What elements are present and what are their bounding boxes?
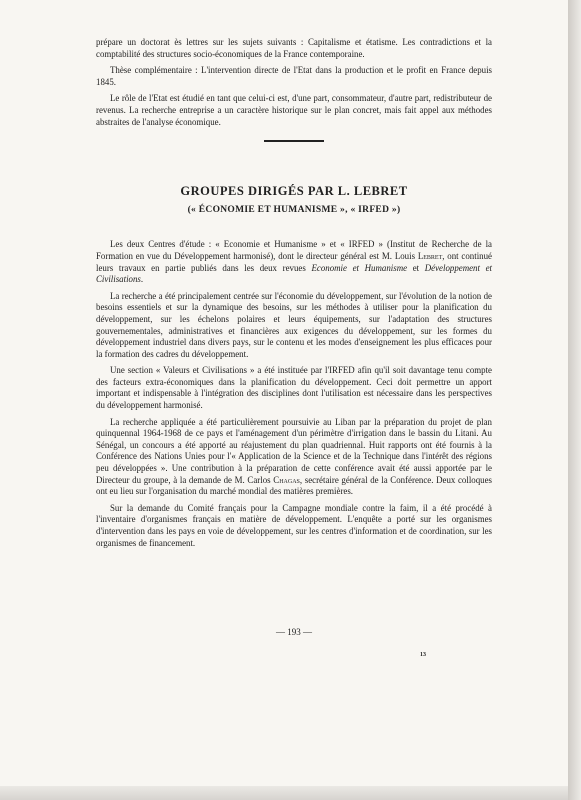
body-paragraph-5: Sur la demande du Comité français pour la Campagne mondiale contre la faim, il a été procédé à l'inventaire d'organismes français en matière de développement. L'enquête a porté sur les organismes d'intervention dans les pays en voie de développement, sur les centres d'information et de coordination, sur les organismes de financement. <box>96 502 492 548</box>
page-number: — 193 — <box>276 627 312 637</box>
body-paragraph-3: Une section « Valeurs et Civilisations » a été instituée par l'IRFED afin qu'il soit davantage tenu compte des facteurs extra-économiques dans la planification du développement. Ceci doit permettre un apport important et indispensable à l'intégration des disciplines dont l'utilisation est nécessaire dans les perspectives du développement harmonisé. <box>96 365 492 411</box>
body-p1-end: . <box>140 274 144 285</box>
body-p1-and: et <box>407 262 425 273</box>
page-edge-right <box>568 0 581 800</box>
page-edge-bottom <box>0 786 568 800</box>
intro-paragraph-2: Thèse complémentaire : L'intervention directe de l'Etat dans la production et le profit en France depuis 1845. <box>96 65 492 87</box>
section-subtitle: (« ÉCONOMIE ET HUMANISME », « IRFED ») <box>187 204 401 215</box>
page-content <box>96 37 492 554</box>
signature-mark: 13 <box>420 652 426 658</box>
body-p1-text-a: Les deux Centres d'étude : « Economie et Humanisme » et « IRFED » (Institut de Recherche de la Formation en vue du Développement harmonisé), dont le directeur général est M. Louis <box>96 239 492 261</box>
section-divider <box>264 140 324 142</box>
journal-title-2: Développement et Civilisations <box>96 262 492 285</box>
body-paragraph-2: La recherche a été principalement centrée sur l'économie du développement, sur l'évolution de la notion de besoins essentiels et sur la dynamique des besoins, sur les méthodes à utiliser pour la planification du développement, sur les échelons polaires et leurs équipements, sur l'adaptation des structures gouvernementales, administratives et financières aux exigences du développement, sur les formes du développement industriel dans divers pays, sur le contenu et les modes d'enseignement les plus efficaces pour la formation des cadres du développement. <box>96 290 492 359</box>
intro-paragraph-3: Le rôle de l'Etat est étudié en tant que celui-ci est, d'une part, consommateur, d'autre part, redistributeur de revenus. La recherche entreprise a un caractère historique sur le plan concret, mais fait appel aux méthodes abstraites de l'analyse économique. <box>96 93 492 127</box>
journal-title-1: Economie et Humanisme <box>311 262 408 273</box>
body-p1-text-b: , ont continué leurs travaux en partie publiés dans les deux revues <box>96 250 492 273</box>
body-paragraph-4 <box>96 417 492 498</box>
person-name-chagas: Chagas <box>273 474 300 485</box>
intro-paragraph-1: prépare un doctorat ès lettres sur les sujets suivants : Capitalisme et étatisme. Les contradictions et la comptabilité des structures socio-économiques de la France contemporaine. <box>96 37 492 59</box>
person-name-lebret: Lebret <box>417 250 443 261</box>
section-title: GROUPES DIRIGÉS PAR L. LEBRET <box>180 184 408 199</box>
body-p4-text-b: , secrétaire général de la Conférence. Deux colloques ont eu lieu sur l'organisation du marché mondial des matières premières. <box>96 474 492 497</box>
body-paragraph-1 <box>96 239 492 285</box>
body-p4-text-a: La recherche appliquée a été particulièrement poursuivie au Liban par la préparation du projet de plan quinquennal 1964-1968 de ce pays et l'aménagement d'un périmètre d'irrigation dans le bassin du Litani. Au Sénégal, un concours a été apporté au réajustement du plan quadriennal. Huit rapports ont été fournis à la Conférence des Nations Unies pour l'« Application de la Science et de la Technique dans l'intérêt des régions peu développées ». Une contribution à la préparation de cette conférence avait été aussi apportée par le Directeur du groupe, à la demande de M. Carlos <box>96 416 492 485</box>
